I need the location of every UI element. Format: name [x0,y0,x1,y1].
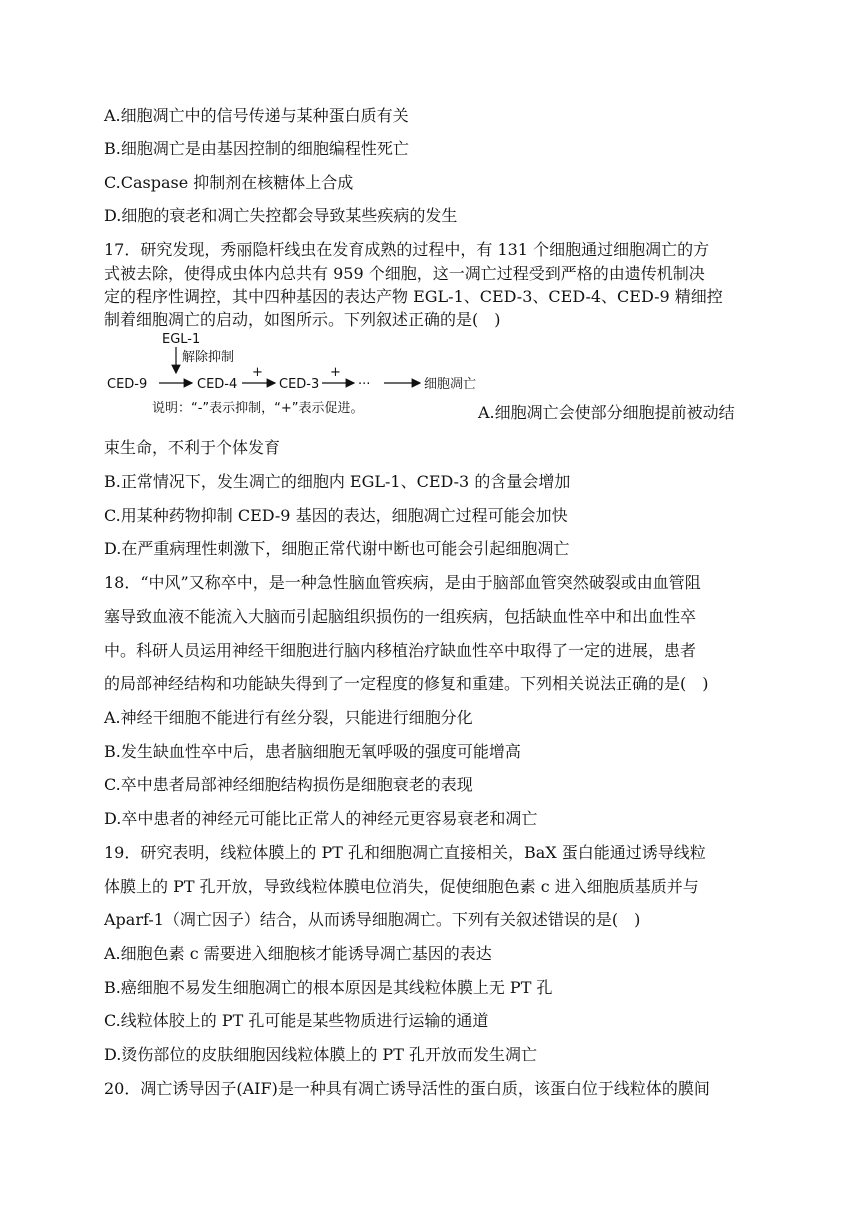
q17-option-a-part-2: 束生命，不利于个体发育 [104,438,281,457]
q17-option-a-part-1: A.细胞凋亡会使部分细胞提前被动结 [478,403,735,422]
q17-stem-line-1: 17．研究发现，秀丽隐杆线虫在发育成熟的过程中，有 131 个细胞通过细胞凋亡的方 [104,240,710,259]
q16-option-d: D.细胞的衰老和凋亡失控都会导致某些疾病的发生 [104,206,458,225]
q19-option-a: A.细胞色素 c 需要进入细胞核才能诱导凋亡基因的表达 [104,944,492,963]
q19-stem-line-2: 体膜上的 PT 孔开放，导致线粒体膜电位消失，促使细胞色素 c 进入细胞质基质并与 [104,877,699,896]
plus-sign-2: + [330,365,341,380]
q18-stem-line-1: 18．“中风”又称卒中，是一种急性脑血管疾病，是由于脑部血管突然破裂或由血管阻 [104,573,701,592]
diagram-note: 说明：“-”表示抑制，“+”表示促进。 [152,401,364,416]
q16-option-b: B.细胞凋亡是由基因控制的细胞编程性死亡 [104,139,409,158]
q16-option-a: A.细胞凋亡中的信号传递与某种蛋白质有关 [104,106,409,125]
ced9-label: CED-9 [107,377,148,392]
q17-stem-line-4: 制着细胞凋亡的启动，如图所示。下列叙述正确的是( ) [104,310,501,329]
egl1-label: EGL-1 [162,332,201,347]
q17-stem-line-3: 定的程序性调控，其中四种基因的表达产物 EGL-1、CED-3、CED-4、CED-9 精细控 [104,287,723,306]
q17-option-b: B.正常情况下，发生凋亡的细胞内 EGL-1、CED-3 的含量会增加 [104,472,571,491]
ced3-label: CED-3 [279,377,320,392]
q19-stem-line-3: Aparf-1（凋亡因子）结合，从而诱导细胞凋亡。下列有关叙述错误的是( ) [104,910,641,929]
q19-option-c: C.线粒体胶上的 PT 孔可能是某些物质进行运输的通道 [104,1011,489,1030]
q17-option-d: D.在严重病理性刺激下，细胞正常代谢中断也可能会引起细胞凋亡 [104,539,570,558]
q17-stem-line-2: 式被去除，使得成虫体内总共有 959 个细胞，这一凋亡过程受到严格的由遗传机制决 [104,264,705,283]
q18-option-a: A.神经干细胞不能进行有丝分裂，只能进行细胞分化 [104,708,473,727]
ced4-label: CED-4 [197,377,238,392]
q17-option-c: C.用某种药物抑制 CED-9 基因的表达，细胞凋亡过程可能会加快 [104,506,568,525]
q19-stem-line-1: 19．研究表明，线粒体膜上的 PT 孔和细胞凋亡直接相关，BaX 蛋白能通过诱导线粒 [104,843,706,862]
apoptosis-label: 细胞凋亡 [424,377,477,392]
q16-option-c: C.Caspase 抑制剂在核糖体上合成 [104,173,354,192]
q18-stem-line-2: 塞导致血液不能流入大脑而引起脑组织损伤的一组疾病，包括缺血性卒中和出血性卒 [104,607,697,626]
apoptosis-pathway-diagram [104,330,484,418]
q20-stem-line-1: 20．凋亡诱导因子(AIF)是一种具有凋亡诱导活性的蛋白质，该蛋白位于线粒体的膜间 [104,1079,710,1098]
release-inhibition-label: 解除抑制 [182,350,235,365]
plus-sign-1: + [252,365,263,380]
ellipsis: ··· [358,377,371,392]
q19-option-b: B.癌细胞不易发生细胞凋亡的根本原因是其线粒体膜上无 PT 孔 [104,978,553,997]
q18-stem-line-4: 的局部神经结构和功能缺失得到了一定程度的修复和重建。下列相关说法正确的是( ) [104,674,709,693]
q18-option-c: C.卒中患者局部神经细胞结构损伤是细胞衰老的表现 [104,775,473,794]
q18-option-d: D.卒中患者的神经元可能比正常人的神经元更容易衰老和凋亡 [104,809,538,828]
q18-option-b: B.发生缺血性卒中后，患者脑细胞无氧呼吸的强度可能增高 [104,742,521,761]
q18-stem-line-3: 中。科研人员运用神经干细胞进行脑内移植治疗缺血性卒中取得了一定的进展，患者 [104,641,697,660]
q19-option-d: D.烫伤部位的皮肤细胞因线粒体膜上的 PT 孔开放而发生凋亡 [104,1045,537,1064]
